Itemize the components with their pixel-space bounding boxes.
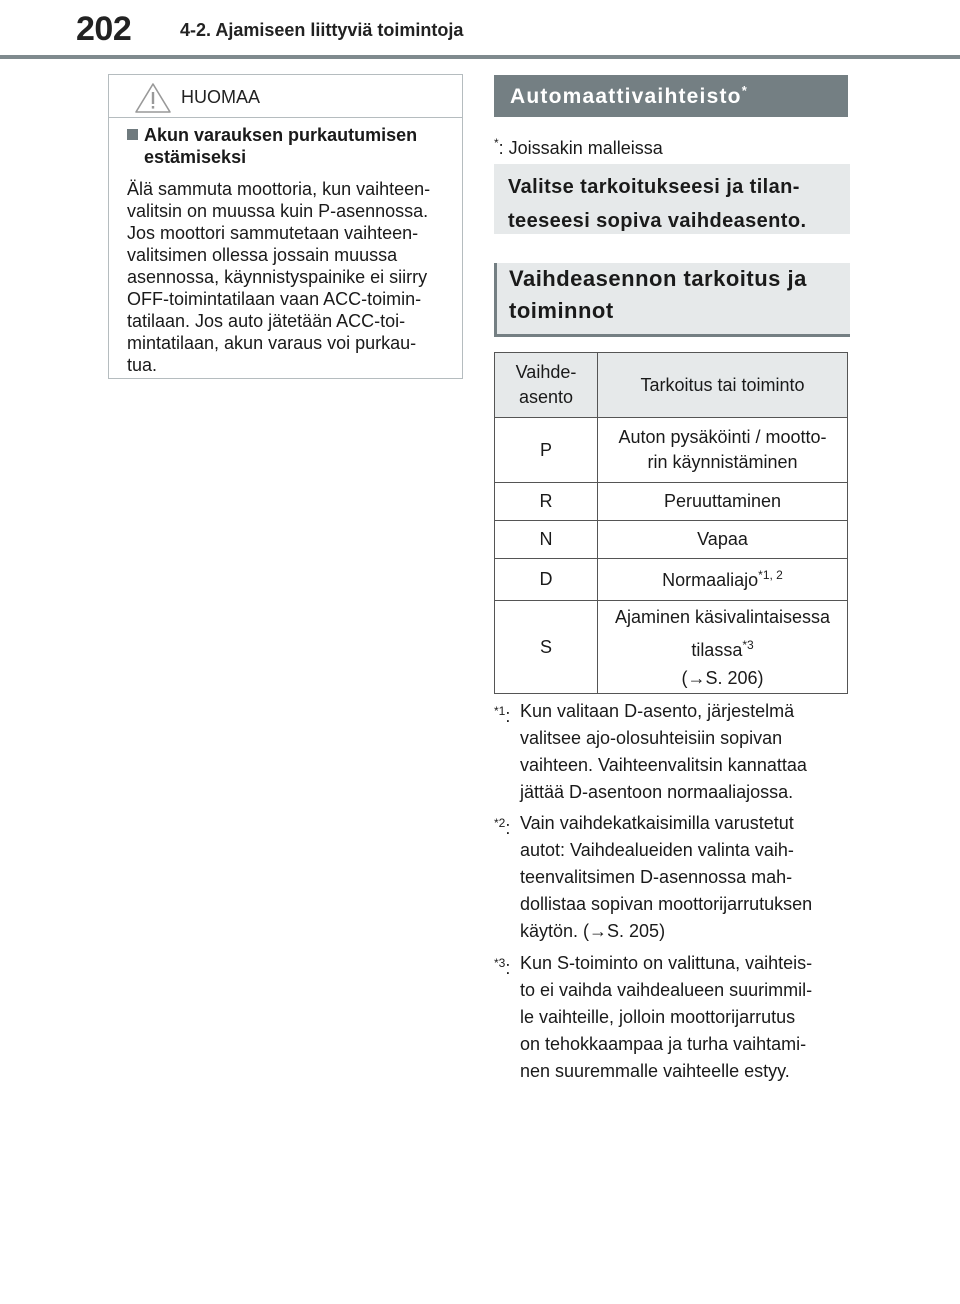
footnote-colon: : xyxy=(505,958,511,978)
square-bullet-icon xyxy=(127,129,138,140)
footnote-1 xyxy=(494,698,854,806)
subsection-heading-text xyxy=(509,263,807,327)
footnote-mark-text: *2 xyxy=(494,816,506,830)
header-line: Vaihde- xyxy=(515,362,577,382)
instruction-line: Valitse tarkoitukseesi ja tilan- xyxy=(508,176,800,198)
cell-line: Auton pysäköinti / mootto- xyxy=(618,427,827,447)
footnote-text xyxy=(520,810,854,945)
footnote-text xyxy=(520,698,854,806)
gear-position-cell: D xyxy=(495,559,598,601)
footnote-line: to ei vaihda vaihdealueen suurimmil- xyxy=(520,980,813,1000)
table-header-cell: Tarkoitus tai toiminto xyxy=(598,353,848,418)
footnote-star xyxy=(494,136,663,159)
subsection-heading-line: Vaihdeasennon tarkoitus ja xyxy=(509,266,807,291)
header-rule xyxy=(0,55,960,59)
table-row xyxy=(495,418,848,483)
cell-superscript: *3 xyxy=(742,637,754,652)
footnote-mark-text: *3 xyxy=(494,956,506,970)
notice-subtitle-line: Akun varauksen purkautumisen xyxy=(144,125,418,145)
notice-box xyxy=(108,74,463,379)
instruction-box xyxy=(494,164,850,234)
page-header xyxy=(0,0,960,58)
warning-triangle-icon xyxy=(133,81,173,115)
notice-text xyxy=(127,178,448,376)
banner-mark: * xyxy=(741,83,748,98)
table-row xyxy=(495,521,848,559)
notice-line: Älä sammuta moottoria, kun vaihteen- xyxy=(127,179,431,199)
gear-function-cell: Peruuttaminen xyxy=(598,483,848,521)
gear-position-cell: S xyxy=(495,601,598,694)
cell-text: tilassa xyxy=(691,639,743,660)
notice-line: valitsin on muussa kuin P-asennossa. xyxy=(127,201,429,221)
footnote-line: on tehokkaampaa ja turha vaihtami- xyxy=(520,1034,807,1054)
notice-line: asennossa, käynnistyspainike ei siirry xyxy=(127,267,428,287)
cell-line: rin käynnistäminen xyxy=(647,452,798,472)
gear-function-cell xyxy=(598,418,848,483)
cell-line: (→S. 206) xyxy=(681,667,764,688)
notice-body xyxy=(109,118,462,376)
table-row xyxy=(495,559,848,601)
notice-line: OFF-toimintatilaan vaan ACC-toimin- xyxy=(127,289,422,309)
gear-table xyxy=(494,352,848,694)
footnote-star-mark: * xyxy=(494,136,499,150)
instruction-text xyxy=(508,170,806,238)
footnote-mark-text: *1 xyxy=(494,704,506,718)
gear-function-cell: Vapaa xyxy=(598,521,848,559)
table-header-cell xyxy=(495,353,598,418)
footnote-line: dollistaa sopivan moottorijarrutuksen xyxy=(520,894,813,914)
footnote-line: Vain vaihdekatkaisimilla varustetut xyxy=(520,813,794,833)
footnote-line: Kun S-toiminto on valittuna, vaihteis- xyxy=(520,953,813,973)
section-banner xyxy=(494,75,848,117)
footnote-line: vaihteen. Vaihteenvalitsin kannattaa xyxy=(520,755,807,775)
notice-line: mintatilaan, akun varaus voi purkau- xyxy=(127,333,417,353)
footnote-line: nen suuremmalle vaihteelle estyy. xyxy=(520,1061,790,1081)
gear-function-cell xyxy=(598,559,848,601)
cell-line: Ajaminen käsivalintaisessa xyxy=(614,606,831,627)
notice-line: tua. xyxy=(127,355,158,375)
footnote-line: Kun valitaan D-asento, järjestelmä xyxy=(520,701,795,721)
section-title: 4-2. Ajamiseen liittyviä toimintoja xyxy=(180,20,464,40)
footnote-line: teenvalitsimen D-asennossa mah- xyxy=(520,867,793,887)
gear-position-cell: R xyxy=(495,483,598,521)
gear-function-cell xyxy=(598,601,848,694)
notice-line: tatilaan. Jos auto jätetään ACC-toi- xyxy=(127,311,406,331)
banner-title-text: Automaattivaihteisto xyxy=(510,85,742,108)
footnote-2 xyxy=(494,810,854,945)
footnote-text xyxy=(520,950,854,1085)
notice-line: Jos moottori sammutetaan vaihteen- xyxy=(127,223,419,243)
table-header-row xyxy=(495,353,848,418)
notice-label: HUOMAA xyxy=(181,87,261,107)
instruction-line: teeseesi sopiva vaihdeasento. xyxy=(508,210,807,232)
cell-superscript: *1, 2 xyxy=(758,568,783,582)
notice-header xyxy=(109,75,462,118)
notice-subtitle xyxy=(127,124,448,168)
banner-title xyxy=(510,83,748,109)
gear-position-cell: P xyxy=(495,418,598,483)
page-number: 202 xyxy=(76,10,132,48)
footnote-mark xyxy=(494,698,510,730)
footnote-line: le vaihteille, jolloin moottorijarrutus xyxy=(520,1007,796,1027)
footnote-mark xyxy=(494,950,510,982)
footnote-colon: : xyxy=(505,706,511,726)
cell-line xyxy=(598,631,847,664)
cell-text: Normaaliajo xyxy=(662,570,759,590)
gear-position-cell: N xyxy=(495,521,598,559)
subsection-heading-line: toiminnot xyxy=(509,298,614,323)
footnote-3 xyxy=(494,950,854,1085)
footnote-line: autot: Vaihdealueiden valinta vaih- xyxy=(520,840,794,860)
footnote-line: valitsee ajo-olosuhteisiin sopivan xyxy=(520,728,783,748)
notice-line: valitsimen ollessa jossain muussa xyxy=(127,245,398,265)
footnote-line: käytön. (→S. 205) xyxy=(520,921,666,941)
footnote-mark xyxy=(494,810,510,842)
footnote-colon: : xyxy=(505,818,511,838)
subsection-heading xyxy=(494,263,850,337)
notice-subtitle-line: estämiseksi xyxy=(144,147,247,167)
footnote-line: jättää D-asentoon normaaliajossa. xyxy=(520,782,794,802)
footnote-star-text: : Joissakin malleissa xyxy=(498,138,663,158)
header-line: asento xyxy=(518,387,574,407)
table-row xyxy=(495,483,848,521)
table-row xyxy=(495,601,848,694)
